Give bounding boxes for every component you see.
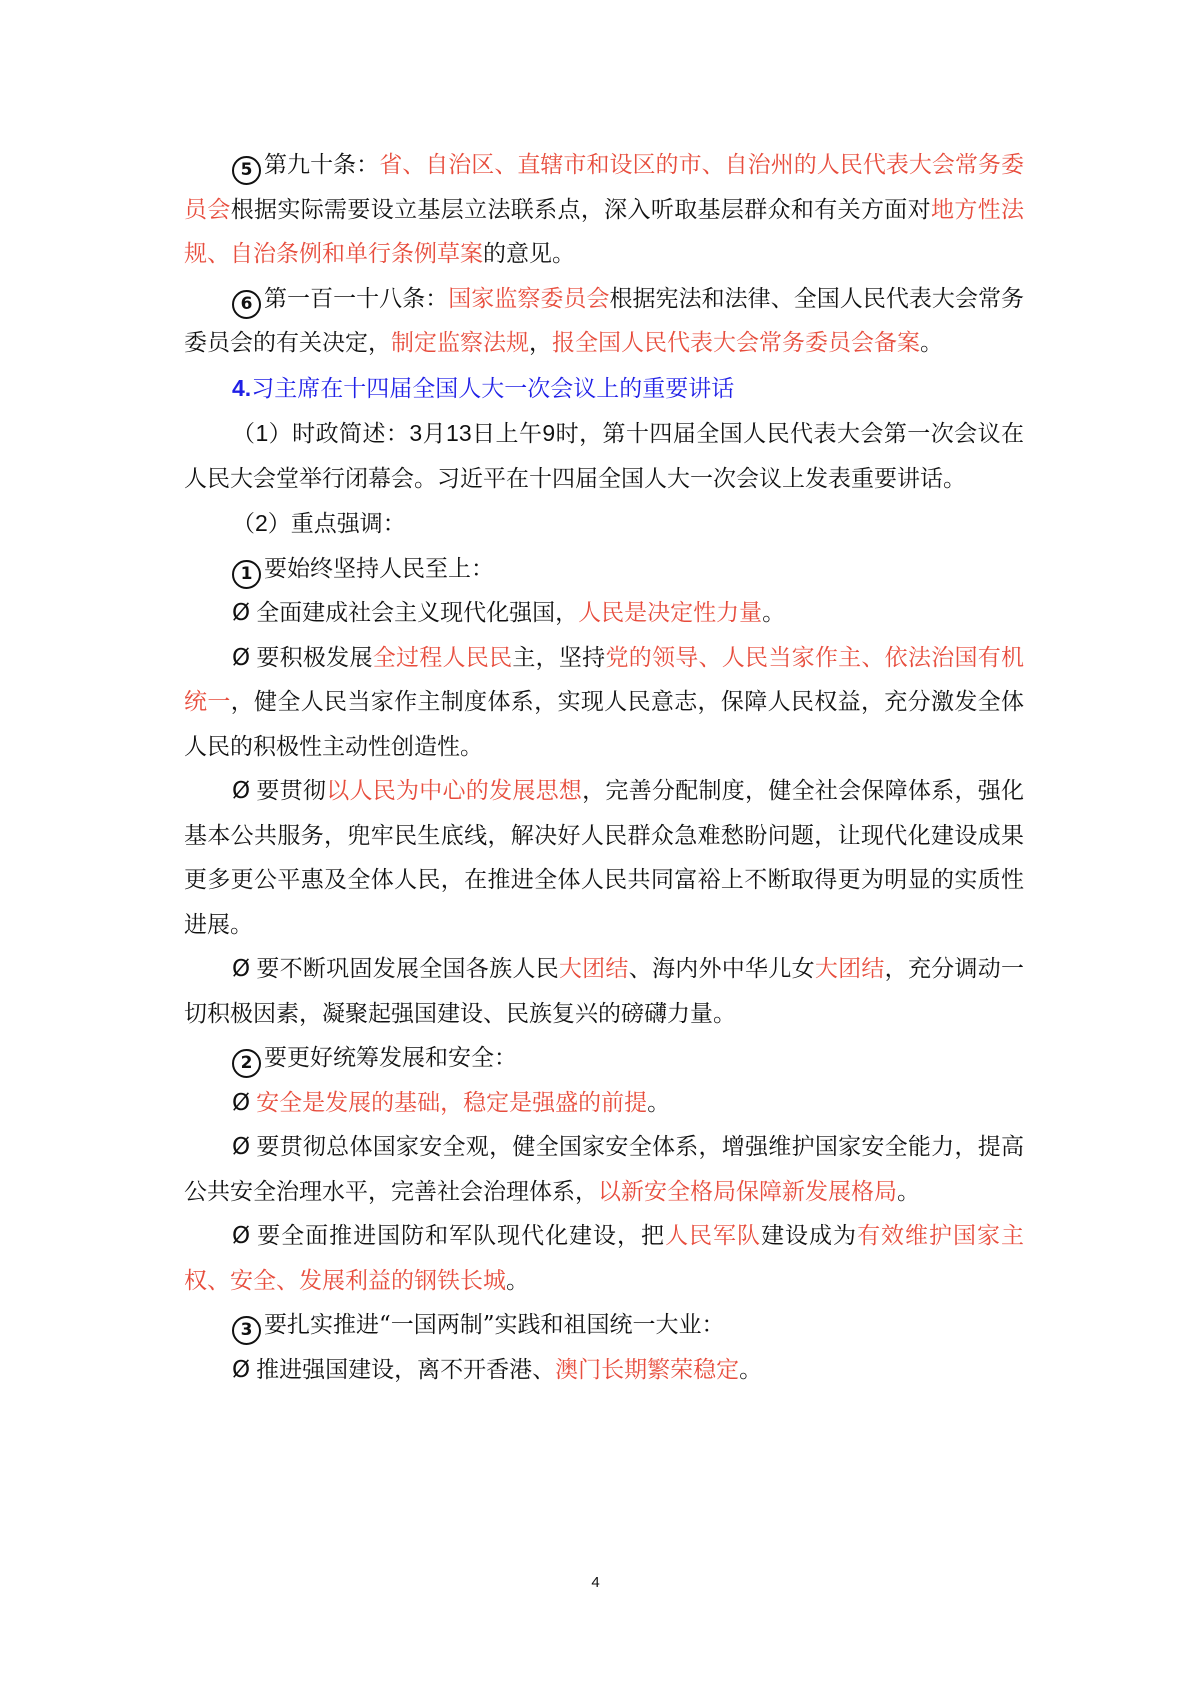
point-3-heading: 3 要扎实推进“一国两制”实践和祖国统一大业： (184, 1303, 1024, 1348)
bullet-icon: Ø (232, 778, 251, 804)
summary-paragraph: （1）时政简述：3月13日上午9时，第十四届全国人民代表大会第一次会议在人民大会堂举行闭幕会。习近平在十四届全国人大一次会议上发表重要讲话。 (184, 420, 1025, 492)
bullet-item: Ø 要不断巩固发展全国各族人民大团结、海内外中华儿女大团结，充分调动一切积极因素，凝聚起强国建设、民族复兴的磅礴力量。 (184, 956, 1025, 1027)
circled-number-6: 6 (232, 290, 261, 319)
circled-number-3: 3 (232, 1316, 261, 1345)
bullet-icon: Ø (232, 1134, 251, 1160)
bullet-item: Ø 全面建成社会主义现代化强国，人民是决定性力量。 (232, 600, 786, 626)
circled-number-2: 2 (232, 1049, 261, 1078)
page-number: 4 (591, 1574, 600, 1591)
bullet-icon: Ø (232, 1223, 251, 1249)
point-2-heading: 2 要更好统筹发展和安全： (184, 1036, 1024, 1081)
point-1-heading: 1 要始终坚持人民至上： (184, 547, 1024, 592)
bullet-icon: Ø (232, 600, 251, 626)
bullet-item: Ø 要贯彻总体国家安全观，健全国家安全体系，增强维护国家安全能力，提高公共安全治理水平，完善社会治理体系，以新安全格局保障新发展格局。 (184, 1134, 1024, 1205)
bullet-item: Ø 安全是发展的基础，稳定是强盛的前提。 (232, 1089, 671, 1116)
bullet-icon: Ø (232, 644, 251, 671)
document-body (184, 143, 1024, 1392)
bullet-item: Ø 要贯彻以人民为中心的发展思想，完善分配制度，健全社会保障体系，强化基本公共服务，兜牢民生底线，解决好人民群众急难愁盼问题，让现代化建设成果更多更公平惠及全体人民，在推进全体人民共同富裕上不断取得更为明显的实质性进展。 (184, 778, 1025, 938)
circled-number-5: 5 (232, 156, 261, 185)
key-points-label: （2）重点强调： (232, 510, 406, 537)
bullet-icon: Ø (232, 1089, 251, 1116)
bullet-item: Ø 推进强国建设，离不开香港、澳门长期繁荣稳定。 (232, 1356, 763, 1383)
bullet-item: Ø 要全面推进国防和军队现代化建设，把人民军队建设成为有效维护国家主权、安全、发展利益的钢铁长城。 (184, 1223, 1025, 1294)
article-90-paragraph: 5 第九十条：省、自治区、直辖市和设区的市、自治州的人民代表大会常务委员会根据实际需要设立基层立法联系点，深入听取基层群众和有关方面对地方性法规、自治条例和单行条例草案的意见。 (184, 152, 1025, 267)
bullet-icon: Ø (232, 956, 251, 982)
bullet-icon: Ø (232, 1356, 251, 1383)
section-4-heading: 4.习主席在十四届全国人大一次会议上的重要讲话 (232, 374, 735, 402)
article-118-paragraph: 6 第一百一十八条：国家监察委员会根据宪法和法律、全国人民代表大会常务委员会的有关决定，制定监察法规，报全国人民代表大会常务委员会备案。 (184, 285, 1025, 356)
bullet-item: Ø 要积极发展全过程人民民主，坚持党的领导、人民当家作主、依法治国有机统一，健全人民当家作主制度体系，实现人民意志，保障人民权益，充分激发全体人民的积极性主动性创造性。 (184, 644, 1025, 760)
circled-number-1: 1 (232, 560, 261, 589)
